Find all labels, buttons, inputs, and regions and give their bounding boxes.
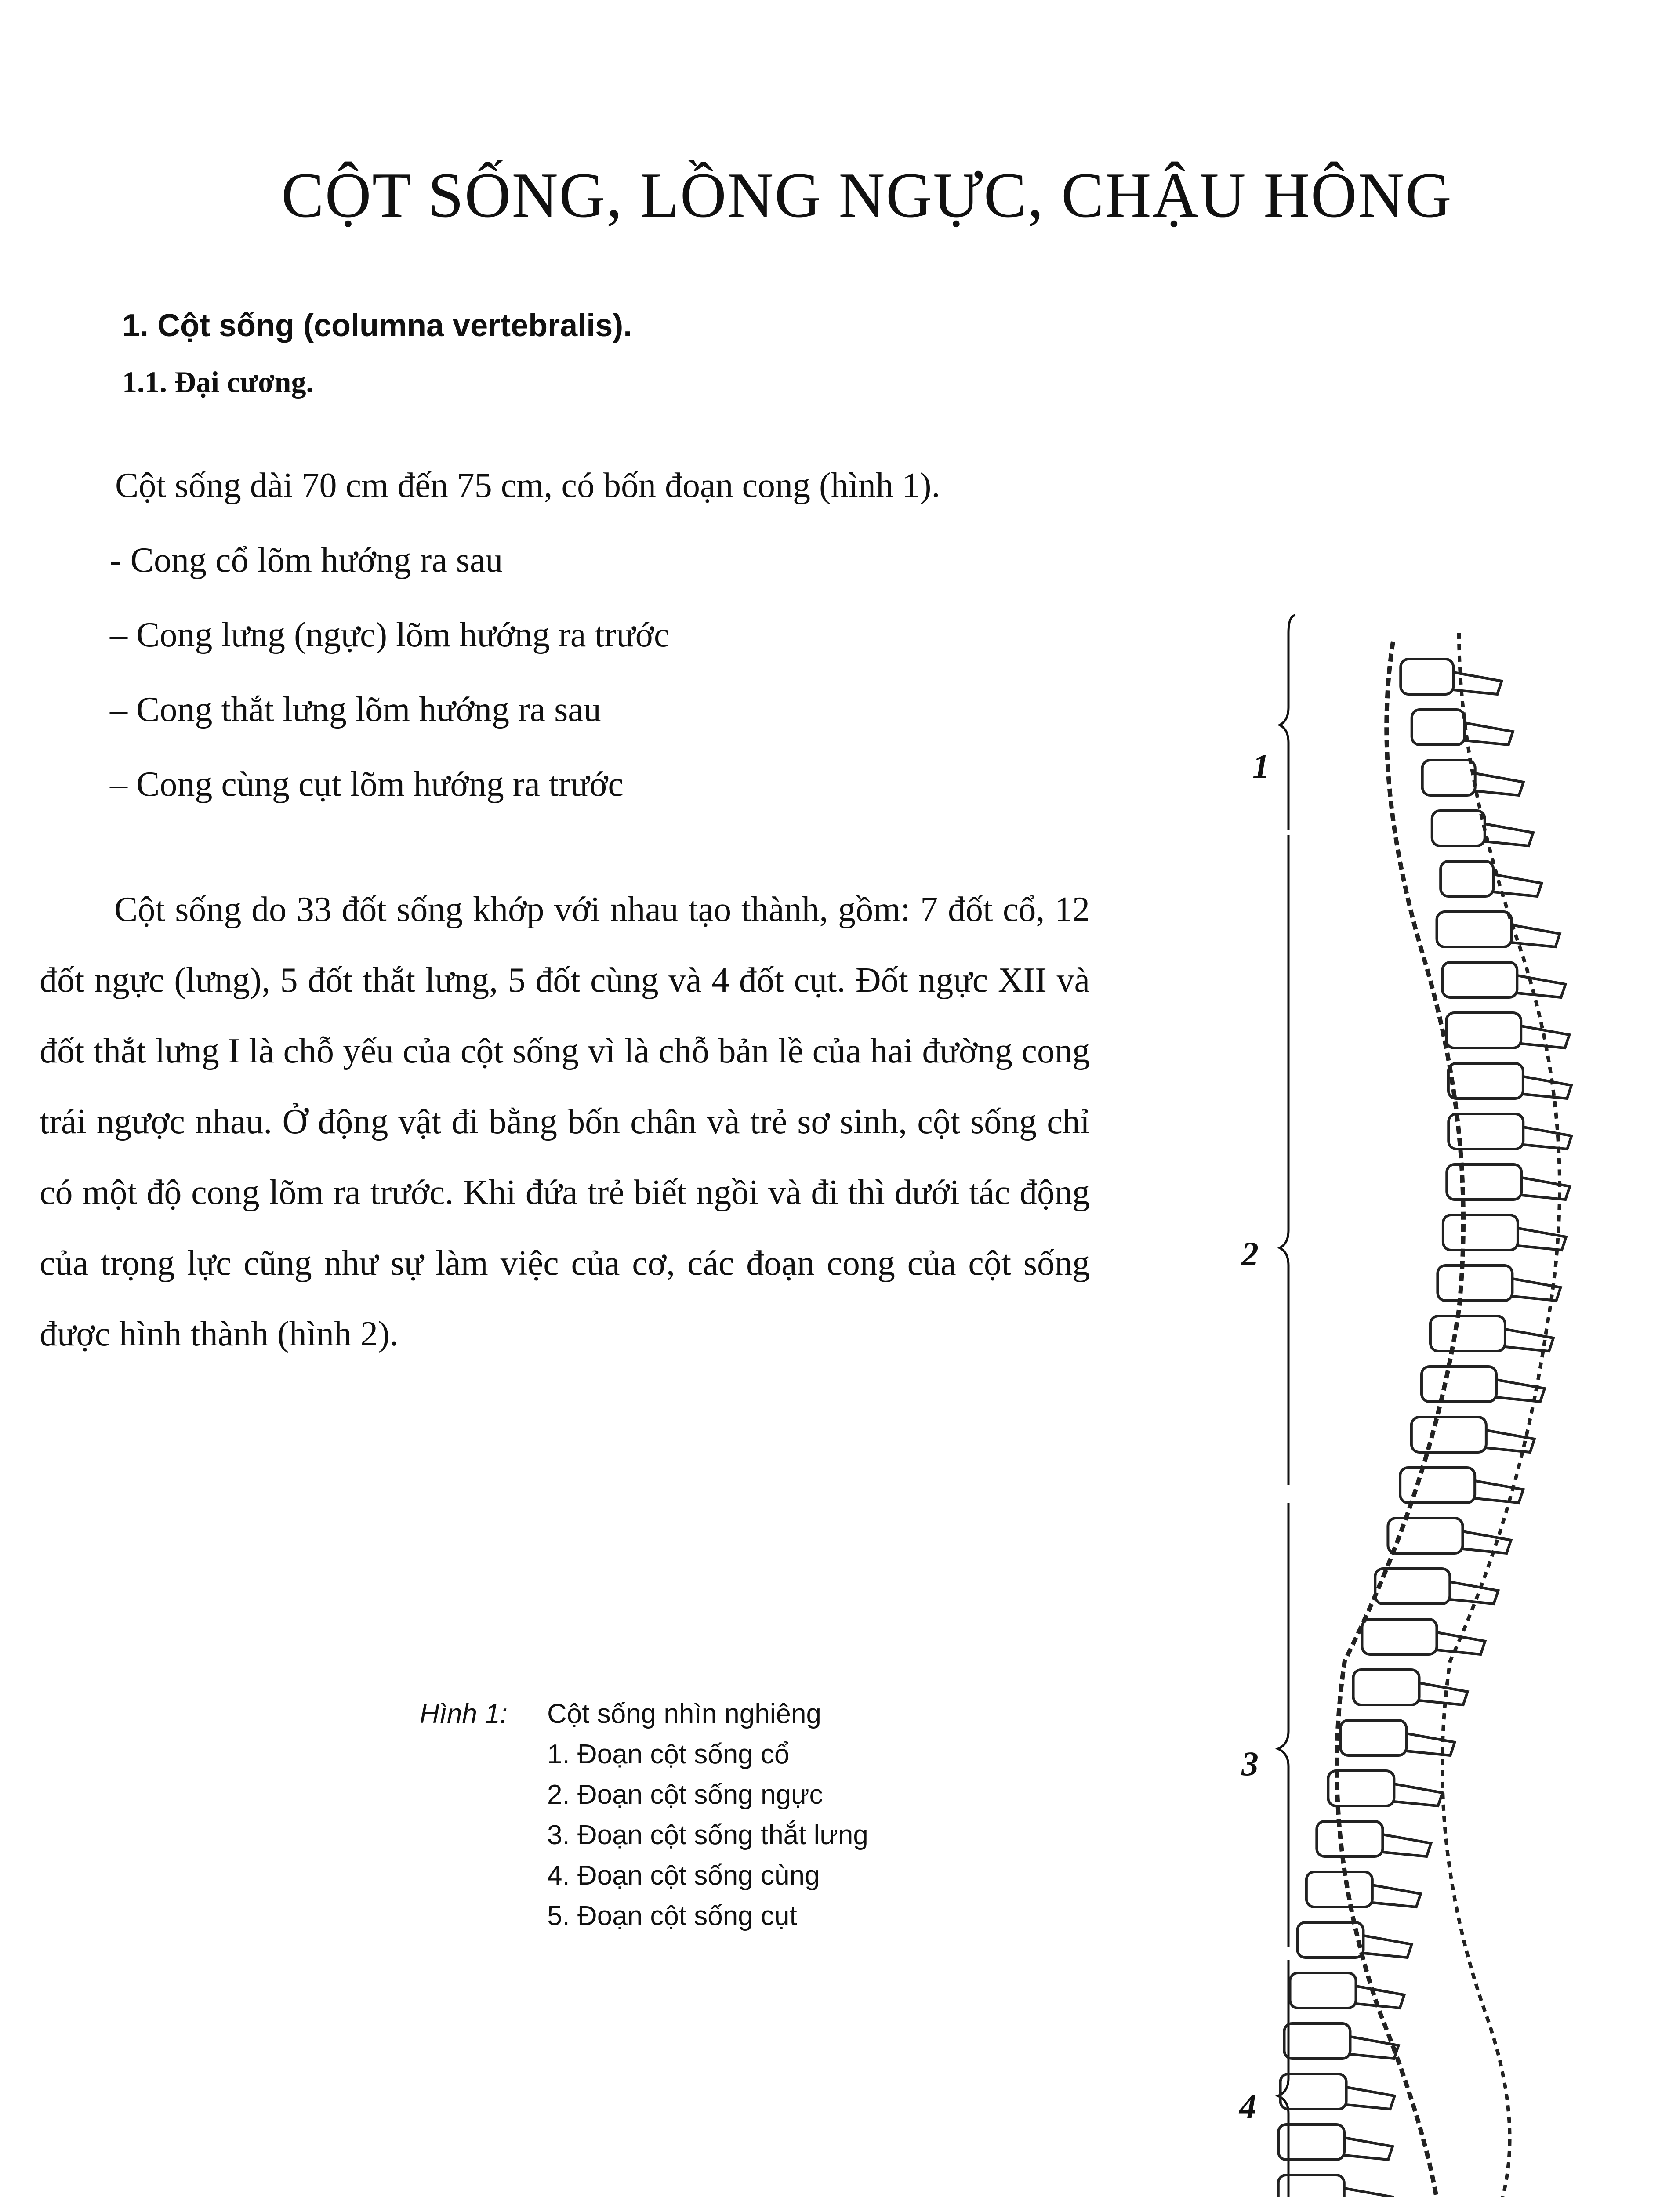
vertebra-body [1447,1164,1521,1200]
list-item: – Cong lưng (ngực) lõm hướng ra trước [110,616,670,654]
vertebra-process [1521,1178,1570,1200]
vertebra-body [1441,861,1493,896]
vertebra-body [1317,1821,1382,1856]
vertebra-process [1394,1784,1442,1806]
vertebra-body [1281,2074,1346,2109]
list-item: – Cong thắt lưng lõm hướng ra sau [110,690,601,729]
segment-label: 4 [1239,2087,1256,2125]
segment-label: 2 [1241,1235,1259,1273]
vertebra-body [1448,1063,1523,1098]
vertebra-body [1422,1367,1496,1402]
vertebra-process [1450,1582,1498,1604]
caption-label: Hình 1: [420,1699,508,1729]
segment-label: 1 [1252,747,1270,785]
body-paragraph: Cột sống do 33 đốt sống khớp với nhau tạo thành, gồm: 7 đốt cổ, 12 đốt ngực (lưng), 5 đốt thắt lưng, 5 đốt cùng và 4 đốt cụt. Đốt ngực XII và đốt thắt lưng I là chỗ yếu của cột sống vì là chỗ bản lề của hai đường cong trái ngược nhau. Ở động vật đi bằng bốn chân và trẻ sơ sinh, cột sống chỉ có một độ cong lõm ra trước. Khi đứa trẻ biết ngồi và đi thì dưới tác động của trọng lực cũng như sự làm việc của cơ, các đoạn cong của cột sống được hình thành (hình 2). [40,890,1090,1353]
list-item: - Cong cổ lõm hướng ra sau [110,541,503,580]
vertebra-body [1432,811,1485,846]
vertebra-body [1437,912,1512,947]
vertebra-process [1344,2138,1393,2160]
curve-list [110,540,669,839]
vertebra-body [1340,1720,1406,1755]
vertebra-body [1430,1316,1505,1351]
spine-body-outline [1337,642,1463,2197]
vertebra-process [1356,1986,1404,2008]
section-subheading: 1.1. Đại cương. [122,365,314,399]
segment-label: 3 [1241,1744,1259,1783]
caption-title: Cột sống nhìn nghiêng [547,1699,821,1729]
vertebra-body [1290,1973,1356,2008]
vertebra-process [1462,1531,1511,1553]
spine-side-view-icon [1187,606,1648,2197]
vertebra-body [1306,1872,1372,1907]
list-item: 3. Đoạn cột sống thắt lưng [547,1820,868,1850]
list-item: 4. Đoạn cột sống cùng [547,1860,820,1891]
vertebra-process [1382,1834,1431,1856]
vertebra-process [1406,1733,1455,1755]
vertebra-process [1419,1683,1468,1705]
vertebra-body [1446,1013,1521,1048]
vertebra-body [1443,1215,1518,1250]
vertebra-body [1362,1619,1437,1654]
caption-items [547,1739,868,1941]
list-item: 2. Đoạn cột sống ngực [547,1780,823,1810]
segment-brackets [1278,615,1295,2197]
vertebra-process [1363,1936,1411,1958]
vertebra-process [1523,1077,1571,1098]
list-item: 5. Đoạn cột sống cụt [547,1901,797,1931]
vertebra-body [1400,1468,1475,1503]
vertebra-body [1297,1922,1363,1958]
vertebra-process [1346,2087,1395,2109]
vertebra-process [1523,1127,1571,1149]
vertebra-process [1517,975,1565,997]
vertebra-body [1422,760,1475,795]
list-item: – Cong cùng cụt lõm hướng ra trước [110,765,624,804]
vertebra-process [1372,1885,1421,1907]
vertebra-process [1485,824,1533,846]
vertebra-process [1344,2188,1393,2197]
vertebra-body [1353,1670,1419,1705]
vertebra-body [1401,659,1453,694]
spine-figure [1187,606,1648,2197]
page-title: CỘT SỐNG, LỒNG NGỰC, CHẬU HÔNG [281,160,1452,231]
vertebra-process [1465,723,1513,745]
vertebra-body [1411,1417,1486,1452]
intro-text: Cột sống dài 70 cm đến 75 cm, có bốn đoạn cong (hình 1). [115,466,940,505]
vertebra-body [1437,1265,1512,1301]
vertebra-body [1442,962,1517,997]
vertebra-body [1284,2023,1350,2059]
vertebra-process [1437,1632,1485,1654]
vertebrae-group [1278,659,1571,2197]
vertebra-process [1475,1481,1523,1503]
vertebra-process [1475,773,1524,795]
spine-posterior-outline [1442,633,1560,2197]
section-heading: 1. Cột sống (columna vertebralis). [122,308,632,343]
vertebra-process [1512,925,1560,947]
vertebra-body [1412,710,1465,745]
list-item: 1. Đoạn cột sống cổ [547,1739,790,1769]
